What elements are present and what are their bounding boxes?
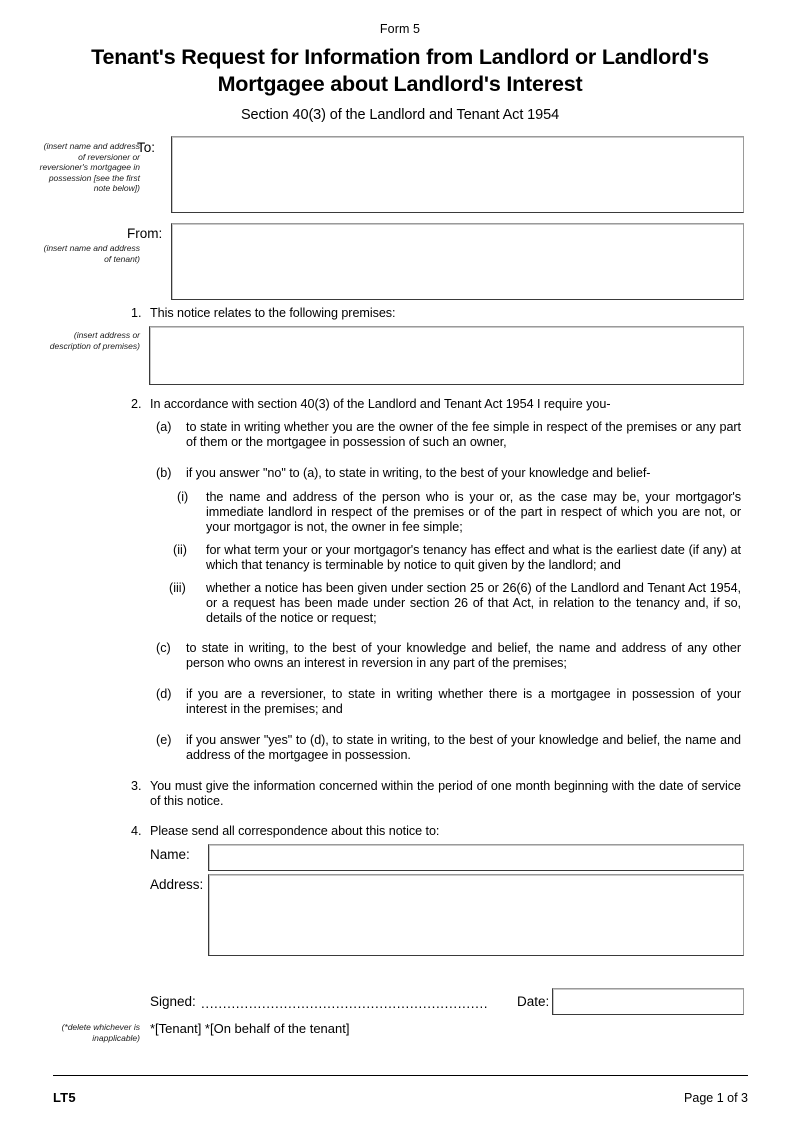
- margin-note-delete: (*delete whichever is inapplicable): [61, 1022, 140, 1043]
- clause-2b-iii-text: whether a notice has been given under section 25 or 26(6) of the Landlord and Tenant Act 1954, or a request has been made under section 26 of that Act, in relation to the tenancy and, if so, details of the notice or request;: [206, 581, 741, 626]
- signed-label: Signed:: [150, 994, 196, 1009]
- to-label: To:: [137, 140, 156, 155]
- margin-note-to: (insert name and address of reversioner or reversioner's mortgagee in possession [see the first note below]): [39, 141, 140, 194]
- name-label: Name:: [150, 847, 190, 862]
- premises-input[interactable]: [149, 326, 744, 385]
- clause-2e-marker: (e): [156, 733, 172, 747]
- clause-2e-text: if you answer "yes" to (d), to state in writing, to the best of your knowledge and belief, the name and address of the mortgagee in possession.: [186, 733, 741, 763]
- tenant-signatory-line: *[Tenant] *[On behalf of the tenant]: [150, 1021, 350, 1036]
- address-input[interactable]: [208, 874, 744, 956]
- clause-4-number: 4.: [131, 824, 142, 838]
- footer-page-number: Page 1 of 3: [684, 1091, 748, 1105]
- page-title: Tenant's Request for Information from Landlord or Landlord's Mortgagee about Landlord's Interest: [91, 45, 709, 96]
- clause-2b-i-marker: (i): [177, 490, 189, 504]
- clause-2-number: 2.: [131, 397, 142, 411]
- name-input[interactable]: [208, 844, 744, 871]
- clause-2d-text: if you are a reversioner, to state in writing whether there is a mortgagee in possession of your interest in the premises; and: [186, 687, 741, 717]
- clause-4-text: Please send all correspondence about this notice to:: [150, 824, 440, 838]
- clause-2d-marker: (d): [156, 687, 172, 701]
- clause-1-text: This notice relates to the following premises:: [150, 306, 396, 320]
- margin-note-from: (insert name and address of tenant): [43, 243, 140, 264]
- signature-line[interactable]: ..................................................................: [201, 996, 489, 1011]
- clause-2a-marker: (a): [156, 420, 172, 434]
- clause-2b-text: if you answer "no" to (a), to state in writing, to the best of your knowledge and belief-: [186, 466, 651, 480]
- footer-divider: [53, 1075, 748, 1076]
- clause-2a-text: to state in writing whether you are the owner of the fee simple in respect of the premises or any part of them or the mortgagee in possession of such an owner,: [186, 420, 741, 450]
- page-subtitle: Section 40(3) of the Landlord and Tenant Act 1954: [240, 107, 560, 123]
- to-input[interactable]: [171, 136, 744, 213]
- clause-2b-marker: (b): [156, 466, 172, 480]
- clause-3-number: 3.: [131, 779, 142, 793]
- form-number: Form 5: [379, 22, 421, 36]
- clause-2b-iii-marker: (iii): [169, 581, 186, 595]
- clause-2b-ii-marker: (ii): [173, 543, 187, 557]
- footer-form-code: LT5: [53, 1090, 76, 1105]
- clause-1-number: 1.: [131, 306, 142, 320]
- clause-2b-i-text: the name and address of the person who is your or, as the case may be, your mortgagor's immediate landlord in respect of the premises or of the part in respect of which you are not, or your mortgagor is not, the owner in fee simple;: [206, 490, 741, 535]
- date-label: Date:: [517, 994, 550, 1009]
- margin-note-premises: (insert address or description of premises): [49, 330, 140, 351]
- from-label: From:: [127, 226, 163, 241]
- clause-2b-ii-text: for what term your or your mortgagor's tenancy has effect and what is the earliest date (if any) at which that tenancy is terminable by notice to quit given by the landlord; and: [206, 543, 741, 573]
- clause-2-text: In accordance with section 40(3) of the Landlord and Tenant Act 1954 I require you-: [150, 397, 611, 411]
- from-input[interactable]: [171, 223, 744, 300]
- date-input[interactable]: [552, 988, 744, 1015]
- clause-2c-text: to state in writing, to the best of your knowledge and belief, the name and address of any other person who owns an interest in reversion in any part of the premises;: [186, 641, 741, 671]
- clause-2c-marker: (c): [156, 641, 171, 655]
- clause-3-text: You must give the information concerned within the period of one month beginning with the date of service of this notice.: [150, 779, 741, 809]
- address-label: Address:: [150, 877, 204, 892]
